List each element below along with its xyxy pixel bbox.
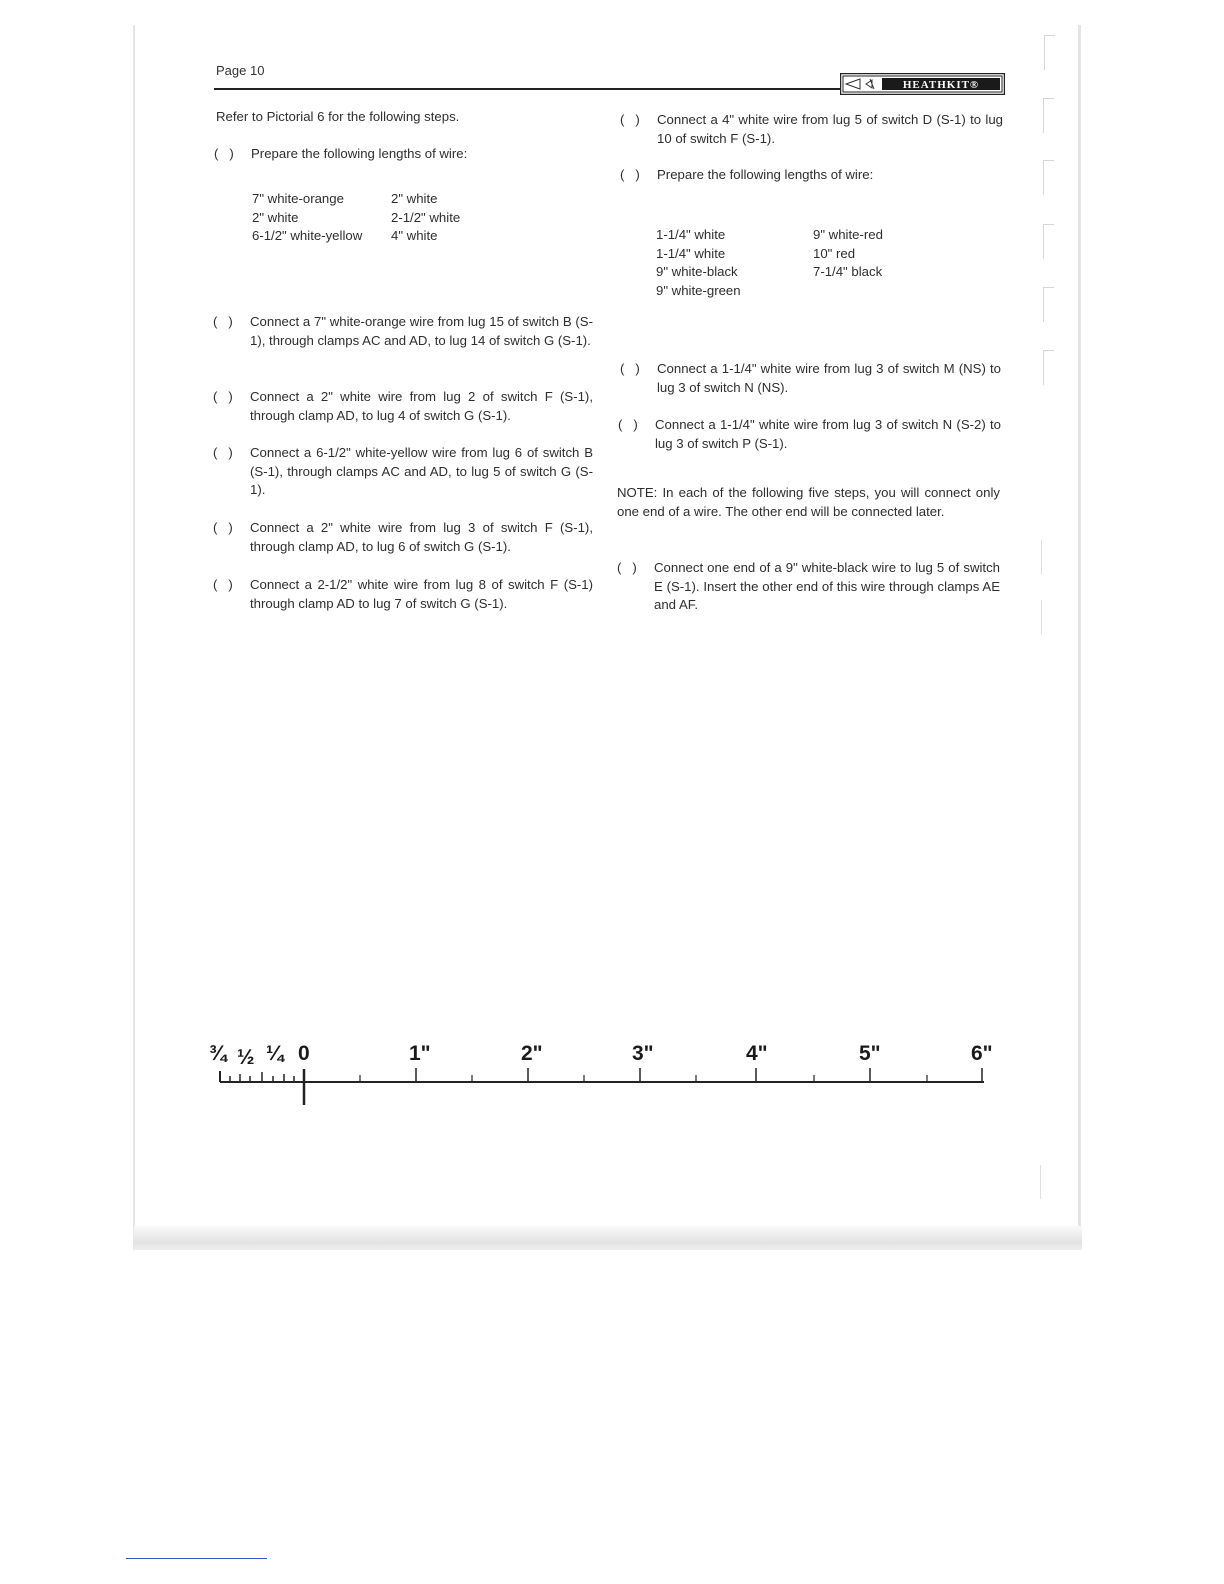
wire-item: 7-1/4" black	[813, 264, 883, 280]
margin-mark	[1041, 600, 1052, 634]
scan-bottom-band	[134, 1226, 1082, 1250]
margin-mark	[1044, 35, 1055, 70]
ruler-label: 5"	[859, 1042, 881, 1065]
page-edge-left	[133, 25, 135, 1250]
checkbox[interactable]: ( )	[213, 520, 233, 535]
margin-mark	[1043, 224, 1054, 259]
margin-mark	[1043, 98, 1054, 133]
checkbox[interactable]: ( )	[617, 560, 637, 575]
margin-mark	[1043, 160, 1054, 195]
ruler-label: 4"	[746, 1042, 768, 1065]
wire-item: 1-1/4" white	[656, 245, 726, 261]
wire-list-left	[252, 190, 531, 246]
step-prepare-right	[620, 166, 1003, 185]
step-text: Connect a 2-1/2" white wire from lug 8 of switch F (S-1) through clamp AD to lug 7 of switch G (S-1).	[250, 577, 593, 611]
ruler-label: 6"	[971, 1042, 993, 1065]
step-text: Connect a 1-1/4" white wire from lug 3 of switch N (S-2) to lug 3 of switch P (S-1).	[655, 417, 1001, 451]
step-text: Connect one end of a 9" white-black wire to lug 5 of switch E (S-1). Insert the other end of this wire through clamps AE and AF.	[654, 560, 1000, 613]
heathkit-logo	[840, 73, 1005, 95]
step-text: Prepare the following lengths of wire:	[251, 146, 468, 161]
step-text: Connect a 2" white wire from lug 3 of switch F (S-1), through clamp AD, to lug 6 of switch G (S-1).	[250, 520, 593, 554]
wire-item: 2" white	[391, 191, 438, 206]
header-rule	[214, 88, 844, 90]
bottom-link-underline	[126, 1558, 267, 1559]
wire-item: 4" white	[391, 228, 438, 244]
ruler-label: ¾	[209, 1042, 227, 1065]
step-item	[620, 111, 1003, 148]
checkbox[interactable]: ( )	[620, 361, 640, 376]
ruler-label: 3"	[632, 1042, 654, 1065]
wire-item: 9" white-black	[656, 264, 738, 280]
note-text: NOTE: In each of the following five steps, you will connect only one end of a wire. The other end will be connected later.	[617, 485, 1000, 519]
step-item	[213, 519, 593, 556]
page-number: Page 10	[216, 63, 265, 78]
step-text: Connect a 7" white-orange wire from lug 15 of switch B (S-1), through clamps AC and AD, to lug 14 of switch G (S-1).	[250, 314, 593, 348]
wire-item: 2-1/2" white	[391, 209, 461, 225]
checkbox[interactable]: ( )	[213, 389, 233, 404]
ruler-label: 1"	[409, 1042, 431, 1065]
intro-text: Refer to Pictorial 6 for the following steps.	[216, 109, 460, 124]
checkbox[interactable]: ( )	[214, 146, 234, 161]
step-text: Connect a 4" white wire from lug 5 of switch D (S-1) to lug 10 of switch F (S-1).	[657, 112, 1003, 146]
ruler-scale	[200, 1035, 1000, 1110]
step-item	[213, 444, 593, 500]
step-text: Connect a 2" white wire from lug 2 of switch F (S-1), through clamp AD, to lug 4 of switch G (S-1).	[250, 389, 593, 423]
wire-item: 9" white-red	[813, 227, 883, 242]
checkbox[interactable]: ( )	[620, 167, 640, 182]
step-item	[620, 360, 1001, 397]
step-text: Connect a 1-1/4" white wire from lug 3 of switch M (NS) to lug 3 of switch N (NS).	[657, 361, 1001, 395]
inch-ruler	[200, 1035, 1000, 1110]
step-prepare-left	[214, 145, 594, 164]
wire-item: 7" white-orange	[252, 191, 344, 206]
wire-item: 2" white	[252, 209, 299, 225]
checkbox[interactable]: ( )	[620, 112, 640, 127]
ruler-label: ½	[237, 1046, 255, 1069]
ruler-label: 0	[298, 1042, 310, 1065]
step-item	[213, 313, 593, 350]
wire-item: 10" red	[813, 245, 856, 261]
margin-mark	[1043, 287, 1054, 322]
wire-list-right	[656, 226, 933, 300]
margin-mark	[1041, 540, 1052, 574]
step-text: Prepare the following lengths of wire:	[657, 167, 874, 182]
margin-mark	[1040, 1165, 1051, 1199]
checkbox[interactable]: ( )	[618, 417, 638, 432]
step-item	[617, 559, 1000, 615]
ruler-label: ¼	[266, 1042, 284, 1065]
step-item	[213, 388, 593, 425]
wire-item: 6-1/2" white-yellow	[252, 228, 363, 244]
logo-text: HEATHKIT®	[902, 79, 980, 91]
ruler-label: 2"	[521, 1042, 543, 1065]
margin-mark	[1043, 350, 1054, 385]
page-edge-right	[1078, 25, 1081, 1245]
step-item	[213, 576, 593, 613]
wire-item: 9" white-green	[656, 282, 741, 298]
step-text: Connect a 6-1/2" white-yellow wire from lug 6 of switch B (S-1), through clamps AC and AD, to lug 5 of switch G (S-1).	[250, 445, 593, 498]
checkbox[interactable]: ( )	[213, 577, 233, 592]
checkbox[interactable]: ( )	[213, 314, 233, 329]
wire-item: 1-1/4" white	[656, 227, 726, 242]
checkbox[interactable]: ( )	[213, 445, 233, 460]
wire-item	[813, 282, 933, 301]
step-item	[618, 416, 1001, 453]
